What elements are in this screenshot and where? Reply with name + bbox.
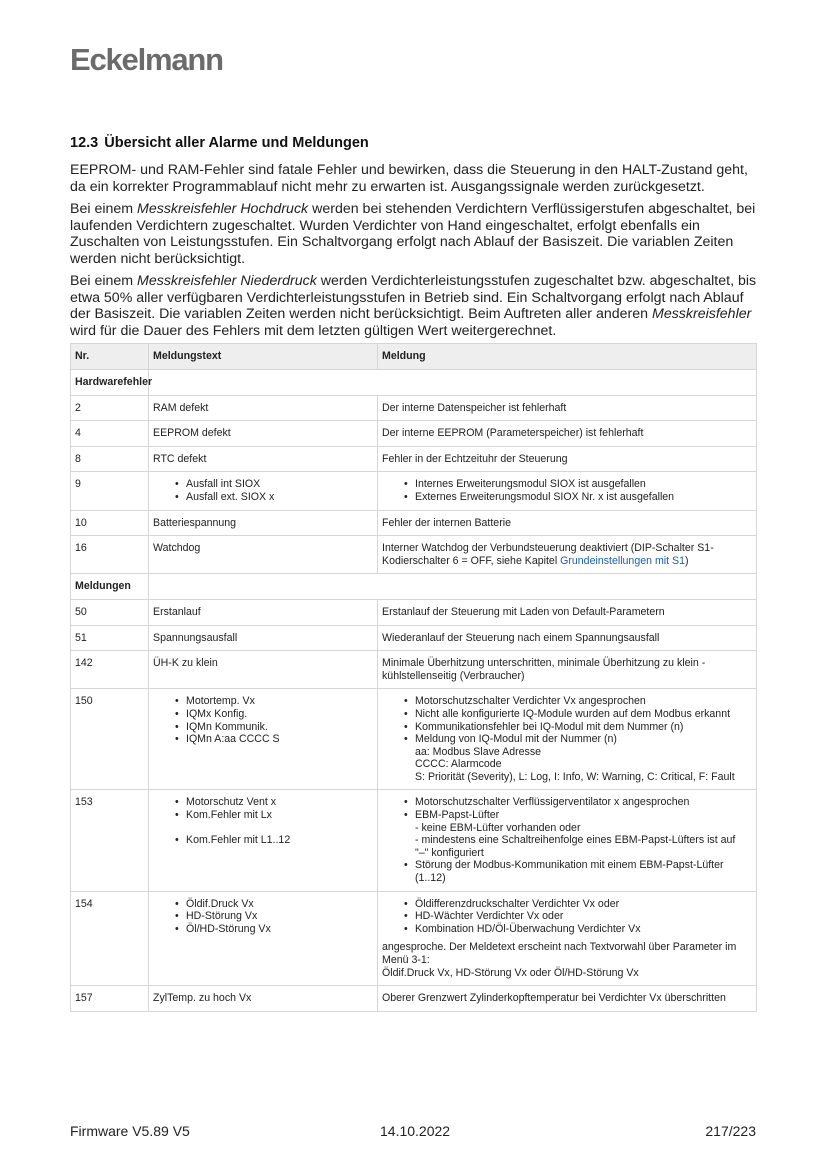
footer-page-number: 217/223 — [705, 1123, 756, 1139]
section-label: Meldungen — [71, 574, 149, 600]
alarm-message — [378, 891, 757, 986]
section-label: Hardwarefehler — [71, 370, 149, 396]
section-row — [71, 574, 757, 600]
header-nr: Nr. — [71, 344, 149, 370]
list-item: • IQMx Konfig. — [186, 708, 372, 721]
cell-text: Fehler in der Echtzeituhr der Steuerung — [382, 452, 568, 465]
table-row — [71, 421, 757, 447]
alarm-number: 10 — [71, 510, 149, 536]
cell-text: Der interne Datenspeicher ist fehlerhaft — [382, 401, 567, 414]
paragraph — [70, 162, 760, 195]
cell-text: ) — [684, 554, 689, 567]
table-row — [71, 510, 757, 536]
alarm-number: 150 — [71, 689, 149, 790]
paragraph — [70, 201, 760, 267]
emphasis-text: Messkreisfehler — [652, 306, 752, 322]
bullet-list — [153, 796, 372, 846]
cell-text: Batteriespannung — [153, 516, 237, 529]
alarm-number: 9 — [71, 472, 149, 510]
header-meldungstext: Meldungstext — [149, 344, 378, 370]
alarm-number: 157 — [71, 986, 149, 1012]
bullet-list — [382, 898, 751, 936]
alarm-number: 154 — [71, 891, 149, 986]
footer-firmware: Firmware V5.89 V5 — [70, 1123, 190, 1139]
alarm-message — [378, 446, 757, 472]
alarm-text — [149, 472, 378, 510]
alarm-message — [378, 790, 757, 891]
alarm-text — [149, 986, 378, 1012]
list-item: • EBM-Papst-Lüfter - keine EBM-Lüfter vorhanden oder - mindestens eine Schaltreihenfolge eines EBM-Papst-Lüfters ist auf "–" konfiguriert — [415, 809, 751, 859]
list-item: • HD-Störung Vx — [186, 910, 372, 923]
bullet-list — [153, 478, 372, 503]
cell-text: Minimale Überhitzung unterschritten, minimale Überhitzung zu klein - kühlstellenseitig (Verbraucher) — [382, 657, 706, 682]
alarm-text — [149, 689, 378, 790]
cell-text: Erstanlauf der Steuerung mit Laden von Default-Parametern — [382, 605, 665, 618]
text-span: EEPROM- und RAM-Fehler sind fatale Fehler und bewirken, dass die Steuerung in den HALT-Zustand geht, da ein korrekter Programmablauf nicht mehr zu erwarten ist. Ausgangssignale werden zurückgesetzt. — [70, 162, 748, 195]
list-item: • Ausfall int SIOX — [186, 478, 372, 491]
table-row — [71, 446, 757, 472]
intro-text — [70, 162, 760, 345]
list-item: • Motorschutzschalter Verdichter Vx angesprochen — [415, 695, 751, 708]
alarm-number: 153 — [71, 790, 149, 891]
cell-text: Wiederanlauf der Steuerung nach einem Spannungsausfall — [382, 631, 660, 644]
cell-text: RAM defekt — [153, 401, 209, 414]
section-heading — [70, 135, 375, 151]
paragraph — [70, 273, 760, 339]
text-span: Bei einem — [70, 201, 138, 217]
alarm-text — [149, 625, 378, 651]
alarm-message — [378, 986, 757, 1012]
alarm-message — [378, 536, 757, 574]
list-item: • Externes Erweiterungsmodul SIOX Nr. x ist ausgefallen — [415, 491, 751, 504]
bullet-list — [153, 695, 372, 745]
eckelmann-logo: Eckelmann — [70, 42, 223, 77]
text-span: werden bei stehenden Verdichtern Verflüssigerstufen abgeschaltet, bei laufenden Verdichtern zugeschaltet. Wurden Verdichter von Hand eingeschaltet, erfolgt ebenfalls ein Zuschalten von Leistungsstufen. Ein Schaltvorgang erfolgt nach Ablauf der Basiszeit. Die variablen Zeiten werden nicht berücksichtigt. — [70, 201, 756, 267]
text-span: Bei einem — [70, 273, 138, 289]
cell-text: Der interne EEPROM (Parameterspeicher) ist fehlerhaft — [382, 427, 644, 440]
alarm-number: 2 — [71, 395, 149, 421]
bullet-list — [382, 478, 751, 503]
bullet-list — [382, 796, 751, 884]
cell-text: Spannungsausfall — [153, 631, 238, 644]
alarm-message — [378, 599, 757, 625]
table-row — [71, 625, 757, 651]
table-row — [71, 986, 757, 1012]
list-item: • Nicht alle konfigurierte IQ-Module wurden auf dem Modbus erkannt — [415, 708, 751, 721]
list-item: • Motortemp. Vx — [186, 695, 372, 708]
list-item: • Kombination HD/Öl-Überwachung Verdichter Vx — [415, 923, 751, 936]
alarm-message — [378, 472, 757, 510]
alarm-text — [149, 395, 378, 421]
cell-text: Erstanlauf — [153, 605, 201, 618]
list-item: • IQMn Kommunik. — [186, 721, 372, 734]
table-row — [71, 891, 757, 986]
empty-cell — [149, 574, 757, 600]
emphasis-text: Messkreisfehler Hochdruck — [137, 201, 309, 217]
list-item: • Kom.Fehler mit Lx — [186, 809, 372, 822]
alarm-message — [378, 651, 757, 689]
list-item: • Meldung von IQ-Modul mit der Nummer (n) aa: Modbus Slave Adresse CCCC: Alarmcode S: Priorität (Severity), L: Log, I: Info, W: Warning, C: Critical, F: Fault — [415, 733, 751, 783]
text-span: werden Verdichterleistungsstufen zugeschaltet bzw. abgeschaltet, bis etwa 50% aller verfügbaren Verdichterleistungsstufen in Betrieb sind. Ein Schaltvorgang erfolgt nach Ablauf der Basiszeit. Die variablen Zeiten werden nicht berücksichtigt. Beim Auftreten aller anderen — [70, 273, 757, 322]
table-row — [71, 790, 757, 891]
alarm-text — [149, 510, 378, 536]
alarm-text — [149, 446, 378, 472]
list-item: • Kom.Fehler mit L1..12 — [186, 834, 372, 847]
alarm-message — [378, 395, 757, 421]
alarm-table — [70, 343, 757, 1012]
emphasis-text: Messkreisfehler Niederdruck — [137, 273, 317, 289]
cell-text: ÜH-K zu klein — [153, 657, 218, 670]
cell-text: Watchdog — [153, 542, 201, 555]
list-item: • Internes Erweiterungsmodul SIOX ist ausgefallen — [415, 478, 751, 491]
footer-date: 14.10.2022 — [380, 1123, 451, 1139]
chapter-link[interactable]: Grundeinstellungen mit S1 — [560, 554, 685, 567]
table-row — [71, 472, 757, 510]
text-span: wird für die Dauer des Fehlers mit dem letzten gültigen Wert weitergerechnet. — [70, 322, 557, 339]
alarm-message — [378, 625, 757, 651]
table-row — [71, 395, 757, 421]
alarm-number: 8 — [71, 446, 149, 472]
alarm-text — [149, 536, 378, 574]
alarm-number: 16 — [71, 536, 149, 574]
list-item: • Störung der Modbus-Kommunikation mit einem EBM-Papst-Lüfter (1..12) — [415, 859, 751, 884]
alarm-text — [149, 651, 378, 689]
list-item: • Motorschutz Vent x — [186, 796, 372, 809]
header-meldung: Meldung — [378, 344, 757, 370]
alarm-number: 4 — [71, 421, 149, 447]
cell-text: Fehler der internen Batterie — [382, 516, 511, 529]
list-item: • Motorschutzschalter Verflüssigerventilator x angesprochen — [415, 796, 751, 809]
cell-text: Interner Watchdog der Verbundsteuerung deaktiviert (DIP-Schalter S1-Kodierschalter 6 = OFF, siehe Kapitel — [382, 542, 714, 567]
alarm-message — [378, 421, 757, 447]
list-item: • Kommunikationsfehler bei IQ-Modul mit dem Nummer (n) — [415, 721, 751, 734]
cell-text: EEPROM defekt — [153, 427, 231, 440]
alarm-text — [149, 891, 378, 986]
table-row — [71, 599, 757, 625]
cell-text: RTC defekt — [153, 452, 207, 465]
list-item: • HD-Wächter Verdichter Vx oder — [415, 910, 751, 923]
alarm-text — [149, 790, 378, 891]
table-row — [71, 536, 757, 574]
list-item: • Öldif.Druck Vx — [186, 898, 372, 911]
note-text: angesproche. Der Meldetext erscheint nach Textvorwahl über Parameter im Menü 3-1: Öldif.Druck Vx, HD-Störung Vx oder Öl/HD-Störung Vx — [382, 941, 737, 979]
list-item — [186, 822, 372, 835]
alarm-number: 50 — [71, 599, 149, 625]
table-row — [71, 689, 757, 790]
alarm-number: 51 — [71, 625, 149, 651]
table-header-row — [71, 344, 757, 370]
section-row — [71, 370, 757, 396]
alarm-message — [378, 689, 757, 790]
list-item: • Ausfall ext. SIOX x — [186, 491, 372, 504]
empty-cell — [149, 370, 757, 396]
alarm-number: 142 — [71, 651, 149, 689]
cell-text: ZylTemp. zu hoch Vx — [153, 992, 252, 1005]
cell-text: Oberer Grenzwert Zylinderkopftemperatur bei Verdichter Vx überschritten — [382, 992, 726, 1005]
list-item: • Öldifferenzdruckschalter Verdichter Vx oder — [415, 898, 751, 911]
section-title: Übersicht aller Alarme und Meldungen — [104, 135, 369, 151]
alarm-text — [149, 599, 378, 625]
alarm-text — [149, 421, 378, 447]
alarm-message — [378, 510, 757, 536]
bullet-list — [153, 898, 372, 936]
list-item: • IQMn A:aa CCCC S — [186, 733, 372, 746]
list-item: • Öl/HD-Störung Vx — [186, 923, 372, 936]
table-row — [71, 651, 757, 689]
bullet-list — [382, 695, 751, 783]
section-number: 12.3 — [70, 135, 99, 151]
